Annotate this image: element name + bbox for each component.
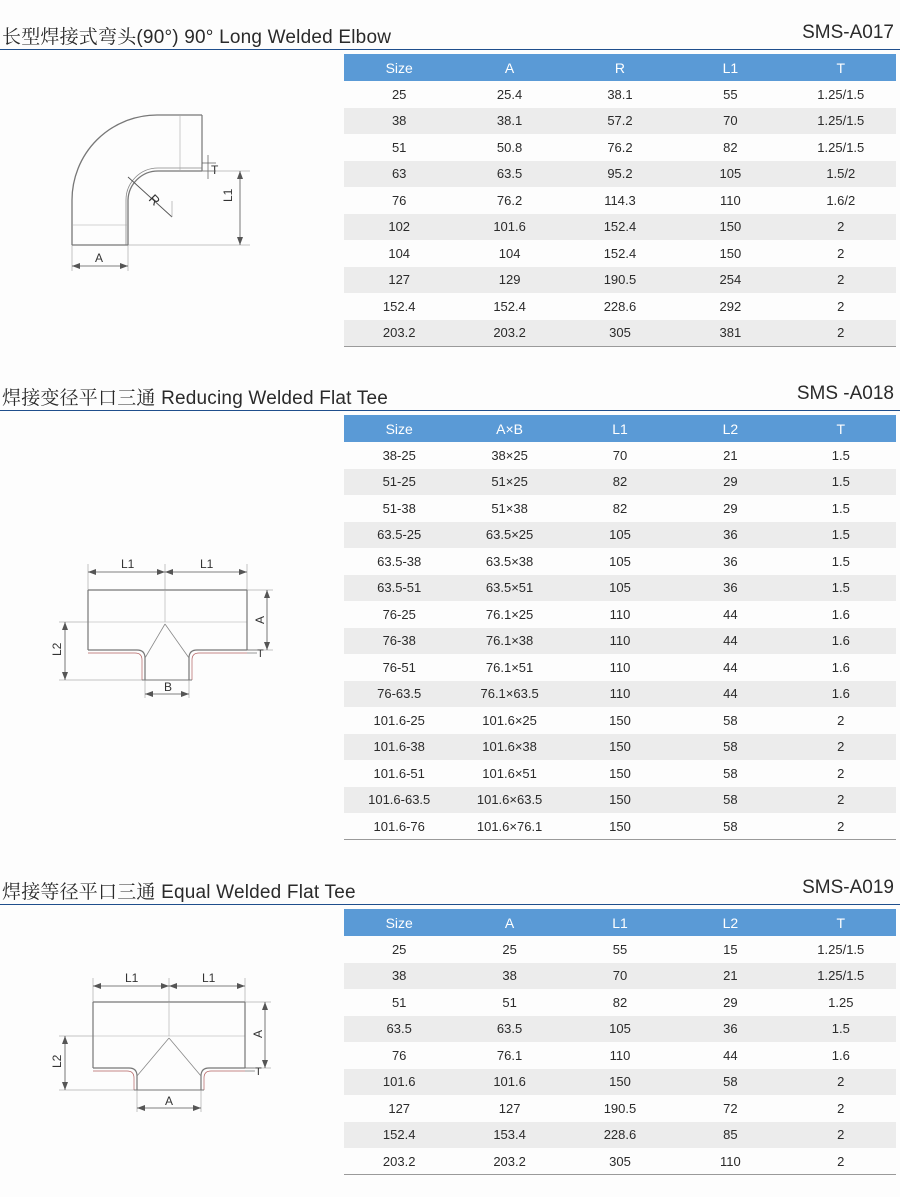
equal-tee-spec-table	[344, 909, 896, 1175]
table-header-row	[344, 54, 896, 81]
table-cell: 101.6	[454, 214, 564, 241]
column-header: Size	[344, 909, 454, 936]
table-cell: 110	[609, 1047, 631, 1063]
table-row	[344, 575, 896, 602]
column-header: A	[454, 909, 564, 936]
table-cell: 76-25	[382, 606, 416, 622]
table-cell: 82	[723, 139, 738, 155]
l1-right-label: L1	[200, 557, 214, 571]
table-cell: 29	[723, 994, 738, 1010]
table-cell: 152.4	[493, 298, 526, 314]
table-cell: 29	[723, 500, 738, 516]
table-cell: 36	[675, 1016, 785, 1043]
l2-label: L2	[50, 642, 64, 656]
table-row	[344, 320, 896, 347]
table-cell: 76.1×63.5	[454, 681, 564, 708]
table-cell: 38×25	[491, 447, 528, 463]
table-cell: 2	[786, 267, 896, 294]
table-row	[344, 989, 896, 1016]
table-cell: 1.5	[786, 575, 896, 602]
table-cell: 127	[344, 267, 454, 294]
table-cell: 1.25/1.5	[817, 86, 865, 102]
table-cell: 44	[675, 628, 785, 655]
table-cell: 104	[388, 245, 411, 261]
table-cell: 63.5×38	[485, 553, 534, 569]
b-label: B	[164, 680, 173, 694]
table-row	[344, 187, 896, 214]
table-cell: 150	[609, 765, 631, 781]
table-cell: 25	[391, 941, 407, 957]
table-row	[344, 1122, 896, 1149]
table-cell: 1.25/1.5	[817, 139, 865, 155]
section-divider	[0, 410, 900, 411]
table-cell: 85	[675, 1122, 785, 1149]
l1-label: L1	[221, 188, 235, 202]
table-cell: 2	[837, 765, 845, 781]
table-cell: 1.25/1.5	[817, 941, 865, 957]
product-code: SMS -A018	[796, 383, 894, 404]
table-cell: 50.8	[496, 139, 523, 155]
radius-label: R	[145, 191, 164, 209]
table-cell: 58	[723, 712, 738, 728]
table-row	[344, 134, 896, 161]
table-cell: 51	[391, 994, 407, 1010]
table-cell: 101.6×25	[482, 712, 537, 728]
table-cell: 55	[723, 86, 738, 102]
table-cell: 51×38	[491, 500, 528, 516]
table-cell: 110	[609, 606, 631, 622]
table-row	[344, 240, 896, 267]
table-cell: 152.4	[382, 298, 416, 314]
table-cell: 110	[675, 1148, 785, 1175]
table-cell: 36	[675, 575, 785, 602]
table-cell: 101.6×51	[482, 765, 537, 781]
column-header: T	[786, 415, 896, 442]
table-cell: 76	[391, 192, 407, 208]
table-cell: 1.25/1.5	[786, 963, 896, 990]
table-cell: 2	[837, 1100, 845, 1116]
table-cell: 76-38	[344, 628, 454, 655]
table-cell: 2	[837, 298, 845, 314]
table-row	[344, 108, 896, 135]
table-cell: 150	[565, 787, 675, 814]
table-cell: 150	[675, 214, 785, 241]
table-cell: 70	[612, 447, 628, 463]
table-cell: 1.6	[831, 659, 850, 675]
table-row	[344, 681, 896, 708]
table-cell: 305	[565, 320, 675, 347]
table-cell: 150	[609, 712, 631, 728]
table-cell: 58	[675, 734, 785, 761]
table-cell: 63.5-25	[344, 522, 454, 549]
table-cell: 1.5/2	[786, 161, 896, 188]
table-row	[344, 293, 896, 320]
table-cell: 82	[612, 994, 628, 1010]
table-cell: 70	[565, 963, 675, 990]
table-row	[344, 760, 896, 787]
table-cell: 76.1	[496, 1047, 523, 1063]
table-cell: 1.6/2	[826, 192, 856, 208]
table-cell: 58	[675, 1069, 785, 1096]
table-cell: 76.1×25	[485, 606, 534, 622]
table-cell: 51-38	[382, 500, 416, 516]
table-cell: 58	[723, 765, 738, 781]
table-cell: 105	[609, 553, 631, 569]
table-cell: 63.5-51	[344, 575, 454, 602]
table-cell: 55	[612, 941, 628, 957]
table-row	[344, 813, 896, 840]
table-cell: 51	[391, 139, 407, 155]
table-cell: 305	[565, 1148, 675, 1175]
product-code: SMS-A019	[802, 877, 894, 898]
table-cell: 2	[837, 245, 845, 261]
table-cell: 203.2	[454, 320, 564, 347]
table-cell: 2	[786, 787, 896, 814]
table-row	[344, 214, 896, 241]
section-title: 焊接变径平口三通 Reducing Welded Flat Tee	[2, 388, 389, 409]
column-header: Size	[344, 415, 454, 442]
table-cell: 1.6	[831, 606, 850, 622]
a-bottom-label: A	[165, 1094, 174, 1108]
table-cell: 2	[786, 1148, 896, 1175]
table-cell: 150	[719, 245, 742, 261]
table-cell: 105	[565, 522, 675, 549]
table-cell: 38.1	[454, 108, 564, 135]
table-cell: 76.1×38	[454, 628, 564, 655]
product-code: SMS-A017	[802, 22, 894, 43]
table-cell: 105	[675, 161, 785, 188]
table-cell: 38	[344, 108, 454, 135]
table-cell: 36	[675, 522, 785, 549]
table-cell: 63.5-38	[377, 553, 422, 569]
table-cell: 110	[565, 628, 675, 655]
table-cell: 2	[786, 320, 896, 347]
table-cell: 2	[786, 734, 896, 761]
table-cell: 1.5	[786, 469, 896, 496]
table-cell: 1.6	[786, 681, 896, 708]
table-cell: 228.6	[565, 1122, 675, 1149]
table-cell: 70	[675, 108, 785, 135]
column-header: L1	[565, 909, 675, 936]
table-cell: 63.5	[454, 1016, 564, 1043]
table-cell: 203.2	[344, 320, 454, 347]
table-row	[344, 1148, 896, 1175]
table-cell: 152.4	[565, 214, 675, 241]
table-row	[344, 522, 896, 549]
column-header: L1	[675, 54, 785, 81]
table-row	[344, 495, 896, 522]
table-cell: 51-25	[344, 469, 454, 496]
table-cell: 101.6×76.1	[454, 813, 564, 840]
table-cell: 21	[723, 447, 738, 463]
table-cell: 190.5	[565, 267, 675, 294]
table-cell: 44	[675, 681, 785, 708]
table-row	[344, 1095, 896, 1122]
table-row	[344, 1069, 896, 1096]
table-cell: 101.6-63.5	[344, 787, 454, 814]
table-cell: 228.6	[603, 298, 637, 314]
table-cell: 101.6×38	[454, 734, 564, 761]
table-cell: 203.2	[344, 1148, 454, 1175]
table-cell: 150	[565, 1069, 675, 1096]
table-cell: 1.5	[831, 500, 850, 516]
table-cell: 63	[344, 161, 454, 188]
l1-right-label: L1	[202, 971, 216, 985]
table-row	[344, 601, 896, 628]
column-header: L1	[565, 415, 675, 442]
table-cell: 1.5	[786, 522, 896, 549]
thickness-label: T	[211, 163, 219, 177]
table-cell: 101.6-38	[344, 734, 454, 761]
table-cell: 1.5	[831, 447, 850, 463]
a-label: A	[95, 251, 104, 265]
table-cell: 105	[565, 575, 675, 602]
column-header: R	[565, 54, 675, 81]
table-cell: 51	[502, 994, 517, 1010]
table-cell: 190.5	[603, 1100, 637, 1116]
table-cell: 58	[675, 787, 785, 814]
table-cell: 1.25	[828, 994, 854, 1010]
table-cell: 29	[675, 469, 785, 496]
table-cell: 101.6-51	[373, 765, 425, 781]
t-label: T	[257, 648, 264, 660]
table-cell: 63.5	[344, 1016, 454, 1043]
elbow-spec-table	[344, 54, 896, 347]
table-cell: 101.6-25	[373, 712, 425, 728]
column-header: T	[786, 909, 896, 936]
table-cell: 101.6	[344, 1069, 454, 1096]
table-cell: 203.2	[454, 1148, 564, 1175]
table-row	[344, 963, 896, 990]
table-cell: 63.5	[454, 161, 564, 188]
table-cell: 63.5×25	[454, 522, 564, 549]
table-row	[344, 628, 896, 655]
table-cell: 38	[454, 963, 564, 990]
table-cell: 44	[723, 659, 738, 675]
table-cell: 58	[675, 813, 785, 840]
reducing-tee-drawing	[45, 552, 285, 702]
column-header: T	[786, 54, 896, 81]
table-cell: 104	[498, 245, 521, 261]
section-title: 长型焊接式弯头(90°) 90° Long Welded Elbow	[2, 27, 392, 48]
table-cell: 127	[498, 1100, 521, 1116]
column-header: Size	[344, 54, 454, 81]
table-row	[344, 734, 896, 761]
table-row	[344, 442, 896, 469]
table-cell: 2	[786, 214, 896, 241]
table-row	[344, 1016, 896, 1043]
reducing-tee-spec-table	[344, 415, 896, 840]
table-row	[344, 707, 896, 734]
table-row	[344, 161, 896, 188]
table-cell: 101.6×63.5	[454, 787, 564, 814]
table-cell: 25.4	[496, 86, 523, 102]
equal-tee-drawing	[45, 966, 285, 1116]
table-cell: 114.3	[604, 192, 636, 208]
table-cell: 82	[565, 469, 675, 496]
table-cell: 105	[565, 1016, 675, 1043]
table-cell: 292	[719, 298, 742, 314]
table-row	[344, 548, 896, 575]
table-cell: 381	[675, 320, 785, 347]
table-cell: 82	[612, 500, 628, 516]
table-cell: 38.1	[607, 86, 633, 102]
table-header-row	[344, 415, 896, 442]
column-header: A	[454, 54, 564, 81]
table-cell: 38	[344, 963, 454, 990]
table-cell: 1.6	[831, 1047, 850, 1063]
table-cell: 63.5×51	[454, 575, 564, 602]
table-cell: 76	[391, 1047, 407, 1063]
table-cell: 44	[723, 606, 738, 622]
table-cell: 102	[344, 214, 454, 241]
table-cell: 129	[454, 267, 564, 294]
table-cell: 1.6	[786, 628, 896, 655]
table-cell: 76.1×51	[485, 659, 534, 675]
table-cell: 1.5	[831, 553, 850, 569]
column-header: L2	[675, 909, 785, 936]
table-cell: 152.4	[344, 1122, 454, 1149]
table-row	[344, 469, 896, 496]
a-label: A	[253, 615, 267, 624]
table-cell: 152.4	[603, 245, 637, 261]
l1-left-label: L1	[121, 557, 135, 571]
table-cell: 110	[609, 659, 631, 675]
table-cell: 21	[675, 963, 785, 990]
a-side-label: A	[251, 1029, 265, 1038]
l2-label: L2	[50, 1054, 64, 1068]
table-cell: 76.2	[607, 139, 633, 155]
table-row	[344, 81, 896, 108]
table-row	[344, 1042, 896, 1069]
table-cell: 101.6-76	[344, 813, 454, 840]
table-cell: 72	[723, 1100, 738, 1116]
table-cell: 110	[565, 681, 675, 708]
table-row	[344, 787, 896, 814]
table-cell: 150	[565, 813, 675, 840]
table-cell: 110	[720, 192, 741, 208]
table-cell: 150	[565, 734, 675, 761]
table-cell: 101.6	[454, 1069, 564, 1096]
section-divider	[0, 904, 900, 905]
table-cell: 1.25/1.5	[786, 108, 896, 135]
table-cell: 25	[502, 941, 517, 957]
table-cell: 127	[388, 1100, 411, 1116]
table-cell: 2	[786, 813, 896, 840]
table-row	[344, 936, 896, 963]
table-cell: 76-63.5	[344, 681, 454, 708]
table-cell: 36	[723, 553, 738, 569]
table-cell: 254	[675, 267, 785, 294]
table-cell: 76-51	[382, 659, 416, 675]
t-label: T	[255, 1066, 262, 1078]
section-divider	[0, 49, 900, 50]
table-cell: 25	[391, 86, 407, 102]
column-header: A×B	[454, 415, 564, 442]
table-cell: 2	[837, 712, 845, 728]
elbow-drawing	[60, 105, 260, 280]
table-cell: 51×25	[454, 469, 564, 496]
table-cell: 95.2	[565, 161, 675, 188]
section-title: 焊接等径平口三通 Equal Welded Flat Tee	[2, 882, 356, 903]
table-cell: 15	[723, 941, 738, 957]
table-cell: 2	[786, 1122, 896, 1149]
l1-left-label: L1	[125, 971, 139, 985]
table-cell: 153.4	[454, 1122, 564, 1149]
table-cell: 1.5	[786, 1016, 896, 1043]
table-cell: 76.2	[496, 192, 523, 208]
column-header: L2	[675, 415, 785, 442]
table-cell: 57.2	[565, 108, 675, 135]
table-row	[344, 267, 896, 294]
table-row	[344, 654, 896, 681]
table-cell: 38-25	[382, 447, 416, 463]
table-cell: 44	[723, 1047, 738, 1063]
table-cell: 2	[786, 1069, 896, 1096]
table-header-row	[344, 909, 896, 936]
